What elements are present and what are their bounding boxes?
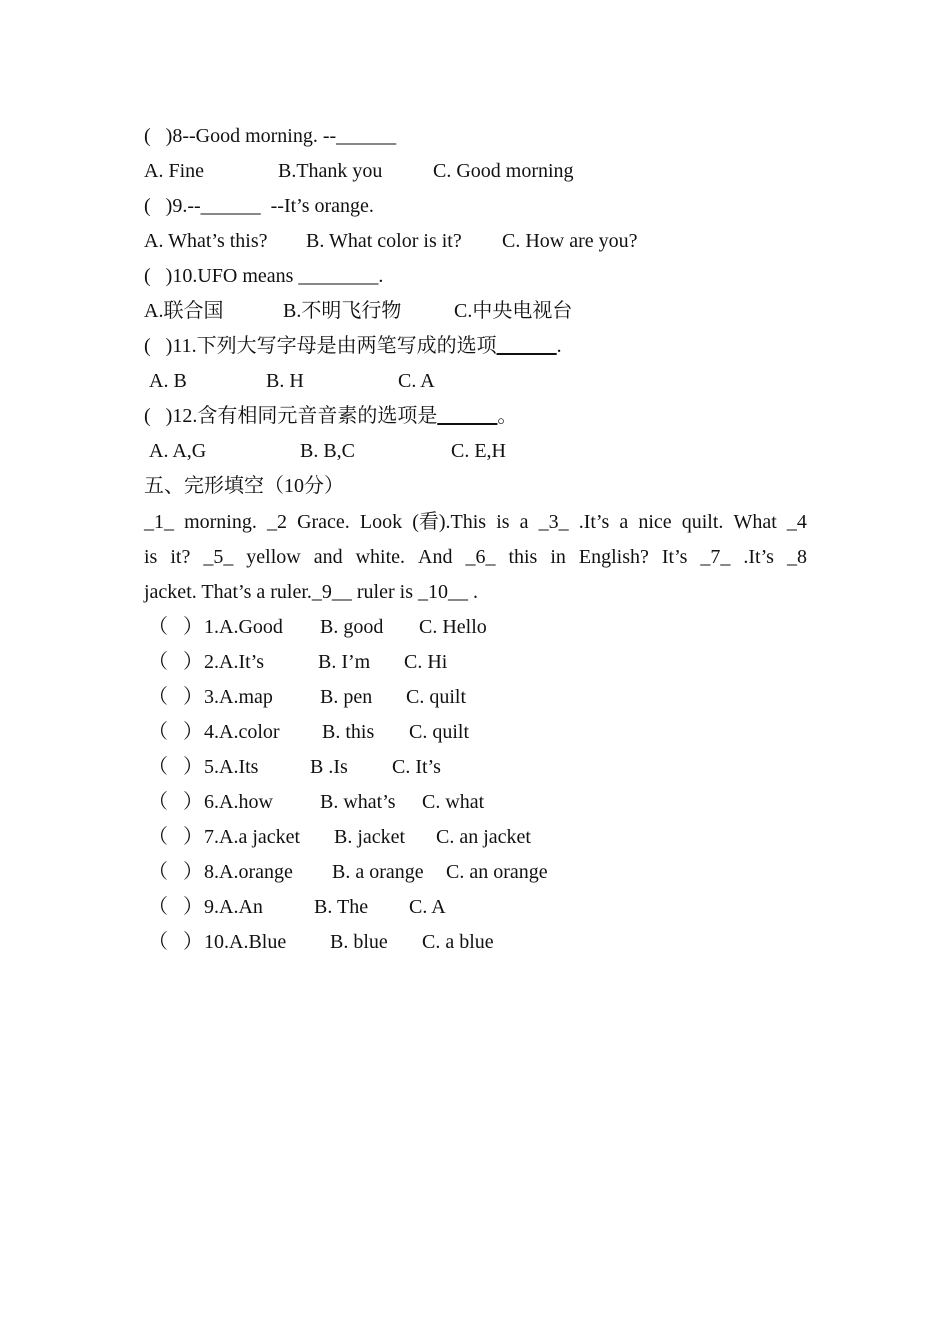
cloze-passage-line-3: jacket. That’s a ruler._9__ ruler is _10__ . [144, 581, 478, 603]
option-a: A. B [149, 370, 187, 392]
question-8-options [144, 157, 744, 185]
option-b: B. What color is it? [306, 230, 462, 252]
cloze-word: it? [170, 546, 191, 568]
option-a: A. What’s this? [144, 230, 268, 252]
option-a: 1.A.Good [204, 616, 283, 638]
option-b: B. good [320, 616, 384, 638]
cloze-word: and [313, 546, 343, 568]
option-c: C. an jacket [436, 826, 531, 848]
option-b: B. a orange [332, 861, 424, 883]
option-a: 6.A.how [204, 791, 273, 813]
cloze-word: white. [355, 546, 406, 568]
option-c: C. A [409, 896, 446, 918]
question-11-options [144, 367, 744, 395]
stem-end: 。 [497, 405, 518, 427]
option-c: C. Hello [419, 616, 487, 638]
cloze-word: (看).This [412, 511, 487, 533]
question-11-stem [144, 332, 562, 360]
cloze-word: English? [578, 546, 649, 568]
cloze-word: a [619, 511, 629, 533]
cloze-word: quilt. [681, 511, 724, 533]
option-b: B. this [322, 721, 375, 743]
cloze-word: .It’s [743, 546, 774, 568]
option-c: C.中央电视台 [454, 300, 573, 322]
cloze-word: _6_ [465, 546, 496, 568]
cloze-word: in [550, 546, 566, 568]
cloze-item-row [144, 823, 704, 851]
option-c: C. Hi [404, 651, 448, 673]
cloze-word: _1_ [144, 511, 174, 533]
answer-paren: （ ） [148, 686, 203, 708]
option-a: 7.A.a jacket [204, 826, 301, 848]
answer-paren: （ ） [148, 861, 203, 883]
cloze-item-row [144, 683, 704, 711]
answer-paren: （ ） [148, 826, 203, 848]
section-5-title: 五、完形填空（10分） [144, 475, 344, 497]
option-b: B. The [314, 896, 369, 918]
answer-paren: （ ） [148, 931, 203, 953]
answer-blank: ______ [496, 335, 557, 357]
option-a: A.联合国 [144, 300, 224, 322]
option-a: 8.A.orange [204, 861, 293, 883]
option-a: 9.A.An [204, 896, 263, 918]
cloze-item-row [144, 858, 704, 886]
answer-paren: （ ） [148, 791, 203, 813]
question-9-options [144, 227, 744, 255]
stem-text: ( )12.含有相同元音音素的选项是 [144, 405, 438, 427]
cloze-word: this [508, 546, 538, 568]
option-b: B.不明飞行物 [283, 300, 402, 322]
option-a: A. Fine [144, 160, 204, 182]
option-a: 10.A.Blue [204, 931, 287, 953]
option-a: A. A,G [149, 440, 207, 462]
option-a: 5.A.Its [204, 756, 259, 778]
cloze-item-row [144, 718, 704, 746]
stem-text: ( )11.下列大写字母是由两笔写成的选项 [144, 335, 497, 357]
answer-blank: ______ [437, 405, 498, 427]
option-c: C. E,H [451, 440, 506, 462]
option-c: C. what [422, 791, 485, 813]
cloze-word: a [519, 511, 529, 533]
cloze-item-row [144, 613, 704, 641]
option-c: C. quilt [409, 721, 470, 743]
option-c: C. A [398, 370, 435, 392]
option-c: C. quilt [406, 686, 467, 708]
cloze-item-row [144, 928, 704, 956]
option-c: C. an orange [446, 861, 548, 883]
cloze-item-row [144, 753, 704, 781]
cloze-word: is [144, 546, 158, 568]
answer-paren: （ ） [148, 616, 203, 638]
cloze-word: Look [359, 511, 403, 533]
option-c: C. It’s [392, 756, 441, 778]
cloze-passage-line-2 [144, 543, 807, 571]
cloze-word: And [418, 546, 453, 568]
cloze-word: is [496, 511, 510, 533]
answer-paren: （ ） [148, 651, 203, 673]
cloze-word: _7_ [700, 546, 731, 568]
option-b: B. jacket [334, 826, 406, 848]
cloze-passage-line-1 [144, 508, 807, 536]
cloze-word: _5_ [203, 546, 234, 568]
answer-paren: （ ） [148, 756, 203, 778]
question-8-stem: ( )8--Good morning. --______ [144, 125, 397, 147]
cloze-word: Grace. [297, 511, 350, 533]
option-b: B. pen [320, 686, 373, 708]
stem-end: . [556, 335, 562, 357]
option-a: 2.A.It’s [204, 651, 264, 673]
option-b: B. I’m [318, 651, 371, 673]
cloze-item-row [144, 893, 704, 921]
answer-paren: （ ） [148, 721, 203, 743]
option-b: B. B,C [300, 440, 356, 462]
question-10-options [144, 297, 744, 325]
option-b: B. H [266, 370, 304, 392]
cloze-word: What [733, 511, 777, 533]
cloze-word: nice [638, 511, 672, 533]
option-a: 3.A.map [204, 686, 273, 708]
question-12-options [144, 437, 744, 465]
option-c: C. a blue [422, 931, 494, 953]
cloze-word: It’s [661, 546, 688, 568]
option-c: C. How are you? [502, 230, 638, 252]
cloze-word: _3_ [538, 511, 569, 533]
cloze-word: _4 [786, 511, 807, 533]
cloze-word: .It’s [578, 511, 610, 533]
option-b: B .Is [310, 756, 348, 778]
question-9-stem: ( )9.--______ --It’s orange. [144, 195, 374, 217]
option-c: C. Good morning [433, 160, 574, 182]
option-b: B. what’s [320, 791, 396, 813]
option-a: 4.A.color [204, 721, 280, 743]
option-b: B. blue [330, 931, 388, 953]
cloze-word: morning. [184, 511, 257, 533]
cloze-word: _2 [266, 511, 287, 533]
cloze-item-row [144, 648, 704, 676]
cloze-word: yellow [246, 546, 301, 568]
question-10-stem: ( )10.UFO means ________. [144, 265, 384, 287]
question-12-stem [144, 402, 517, 430]
answer-paren: （ ） [148, 896, 203, 918]
cloze-item-row [144, 788, 704, 816]
option-b: B.Thank you [278, 160, 383, 182]
cloze-word: _8 [786, 546, 807, 568]
